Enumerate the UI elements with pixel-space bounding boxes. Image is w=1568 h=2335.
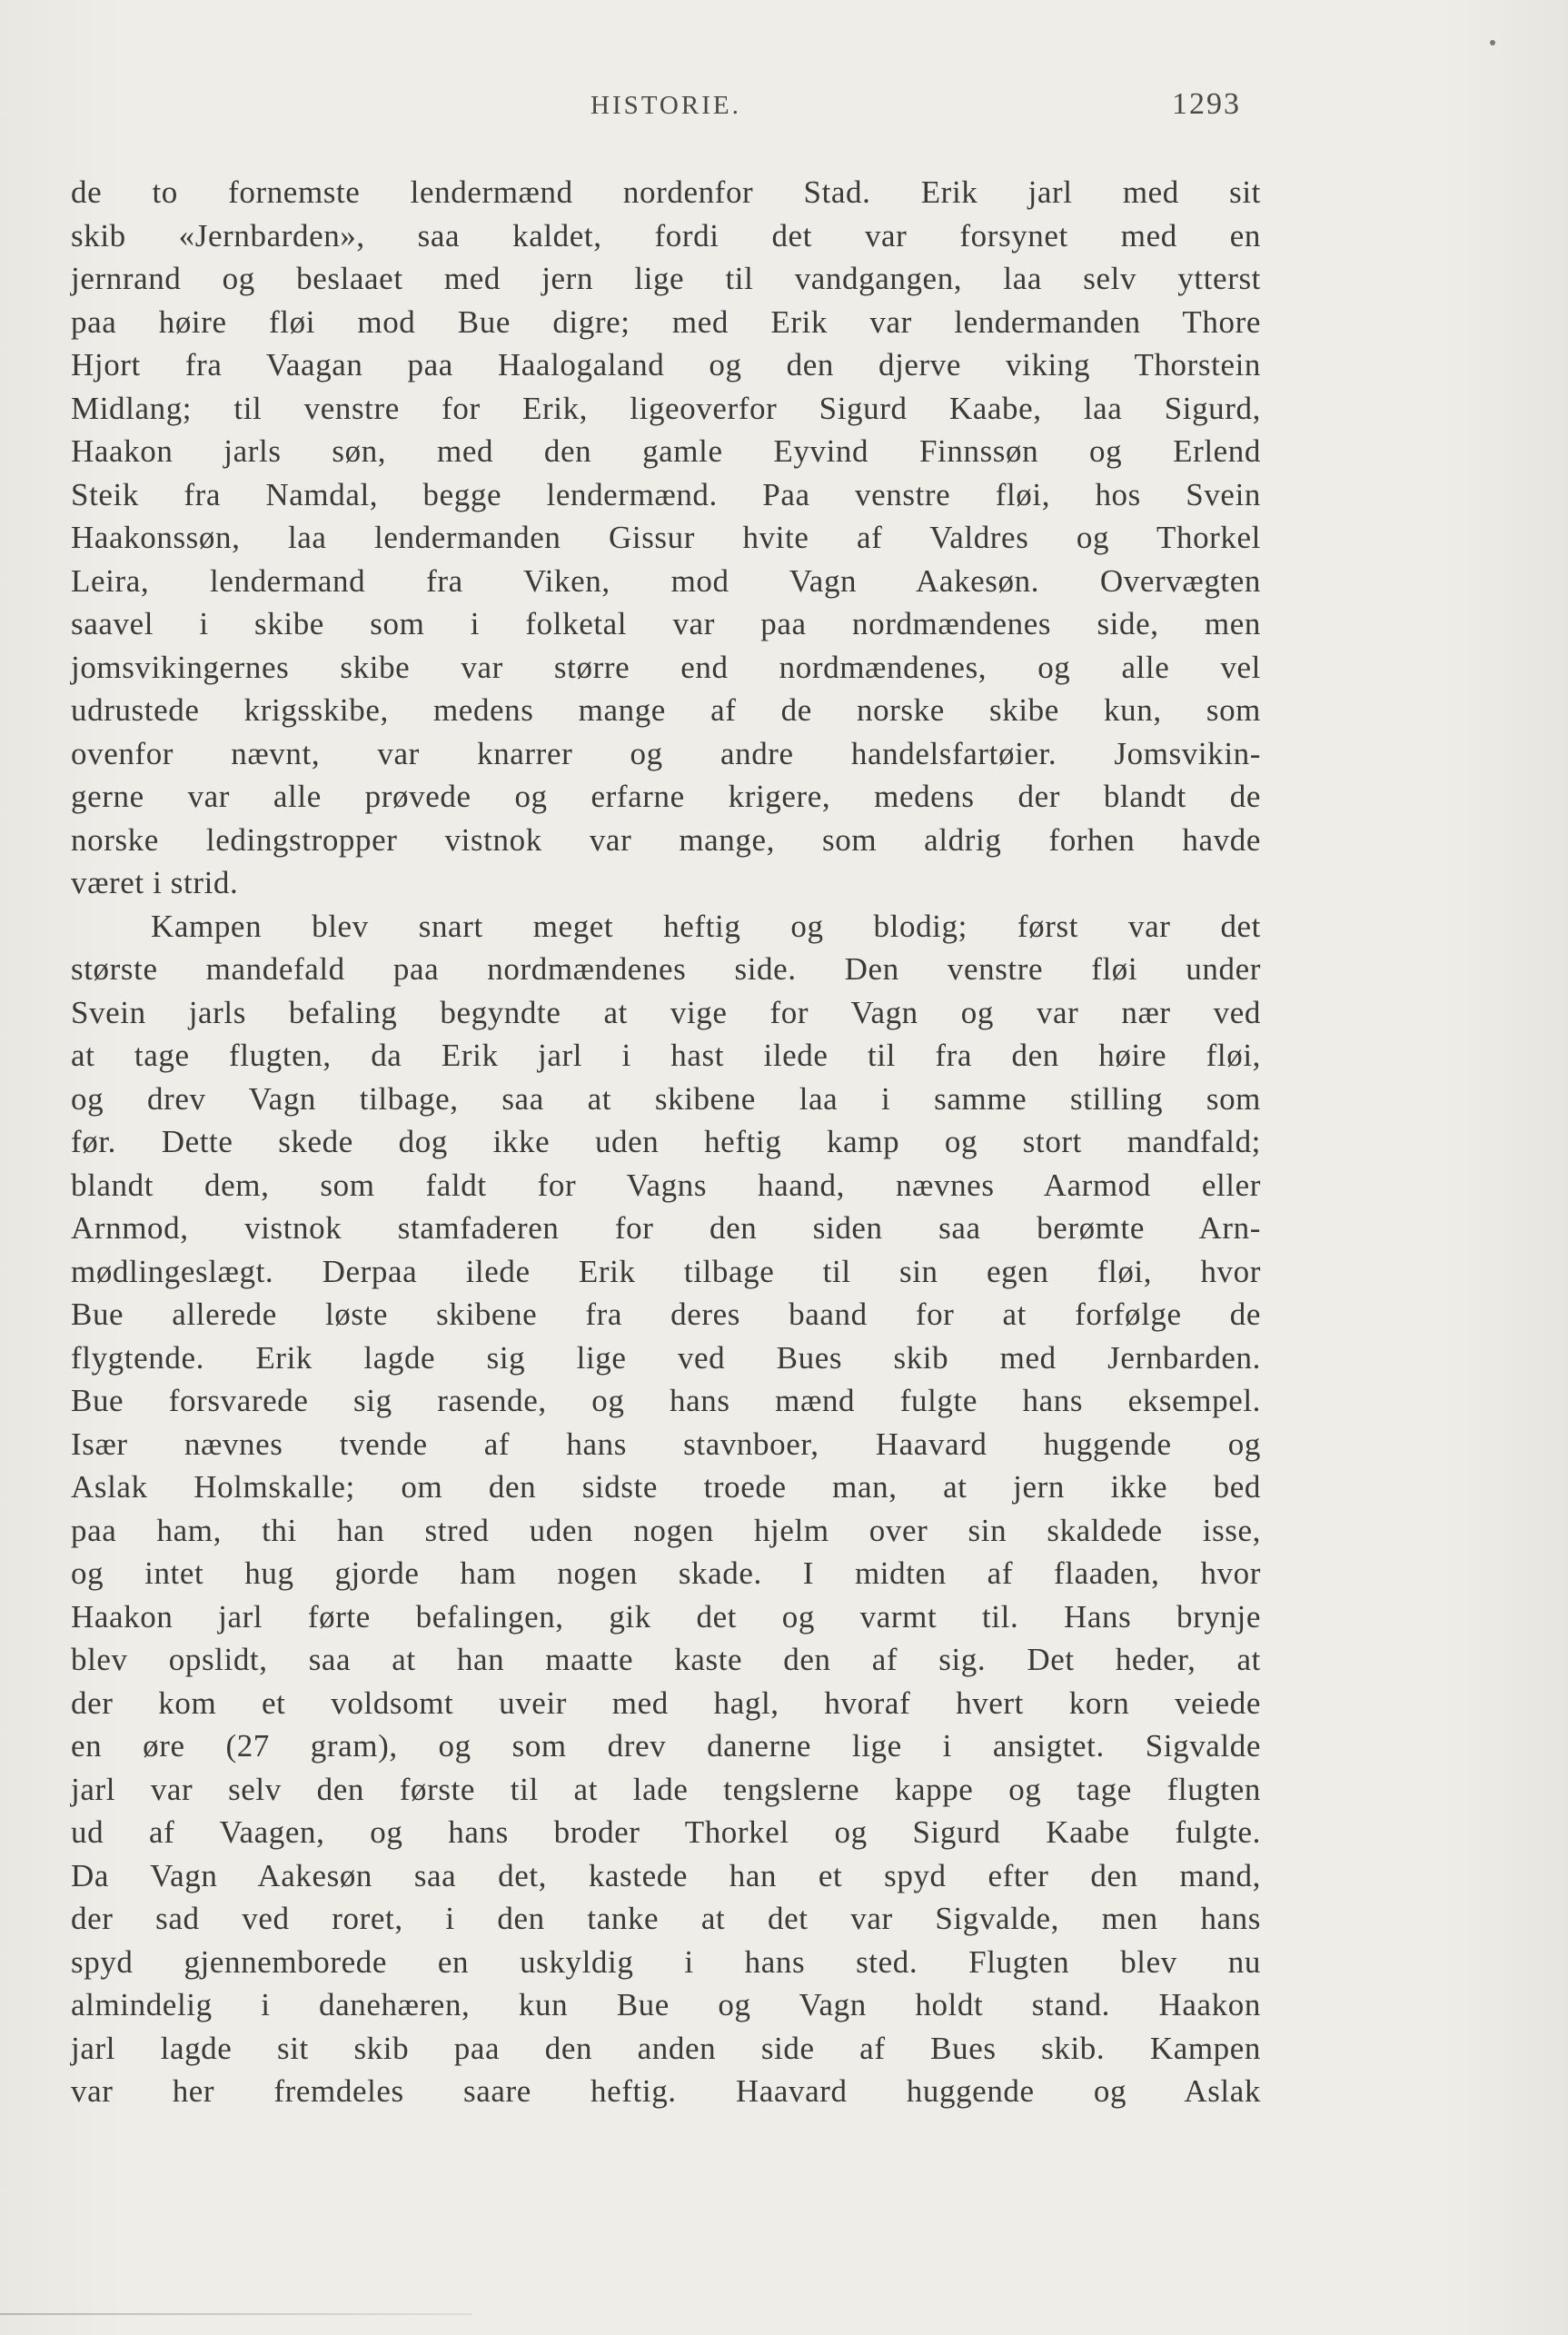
page-edge-mark xyxy=(0,2313,472,2315)
text-line: Aslak Holmskalle; om den sidste troede man, at jern ikke bed xyxy=(71,1469,1261,1505)
text-line: Haakonssøn, laa lendermanden Gissur hvite af Valdres og Thorkel xyxy=(71,520,1261,555)
text-line: blandt dem, som faldt for Vagns haand, nævnes Aarmod eller xyxy=(71,1167,1261,1203)
body-text xyxy=(71,171,1261,2113)
text-line: Hjort fra Vaagan paa Haalogaland og den djerve viking Thorstein xyxy=(71,347,1261,383)
text-line: Da Vagn Aakesøn saa det, kastede han et spyd efter den mand, xyxy=(71,1857,1261,1893)
text-line: før. Dette skede dog ikke uden heftig kamp og stort mandfald; xyxy=(71,1124,1261,1159)
text-line: at tage flugten, da Erik jarl i hast ilede til fra den høire fløi, xyxy=(71,1038,1261,1073)
text-line: jernrand og beslaaet med jern lige til vandgangen, laa selv ytterst xyxy=(71,261,1261,296)
text-line: Haakon jarls søn, med den gamle Eyvind Finnssøn og Erlend xyxy=(71,433,1261,469)
text-line: og drev Vagn tilbage, saa at skibene laa i samme stilling som xyxy=(71,1080,1261,1117)
text-line: der sad ved roret, i den tanke at det var Sigvalde, men hans xyxy=(71,1901,1261,1936)
page-number: 1293 xyxy=(1172,87,1241,121)
text-line: Haakon jarl førte befalingen, gik det og varmt til. Hans brynje xyxy=(71,1598,1261,1634)
text-line: en øre (27 gram), og som drev danerne lige i ansigtet. Sigvalde xyxy=(71,1728,1261,1764)
text-line: største mandefald paa nordmændenes side. Den venstre fløi under xyxy=(71,951,1261,987)
text-line: jomsvikingernes skibe var større end nordmændenes, og alle vel xyxy=(71,649,1261,685)
text-line: der kom et voldsomt uveir med hagl, hvoraf hvert korn veiede xyxy=(71,1684,1261,1721)
text-line: udrustede krigsskibe, medens mange af de norske skibe kun, som xyxy=(71,692,1261,728)
text-line: Midlang; til venstre for Erik, ligeoverfor Sigurd Kaabe, laa Sigurd, xyxy=(71,390,1261,426)
text-line: været i strid. xyxy=(71,865,239,900)
text-line: Bue allerede løste skibene fra deres baand for at forfølge de xyxy=(71,1297,1261,1332)
text-line: Leira, lendermand fra Viken, mod Vagn Aakesøn. Overvægten xyxy=(71,562,1261,599)
text-line: ud af Vaagen, og hans broder Thorkel og Sigurd Kaabe fulgte. xyxy=(71,1814,1261,1850)
text-line: Især nævnes tvende af hans stavnboer, Haavard huggende og xyxy=(71,1426,1261,1462)
text-line: norske ledingstropper vistnok var mange, som aldrig forhen havde xyxy=(71,821,1261,858)
text-line: Kampen blev snart meget heftig og blodig; først var det xyxy=(151,908,1261,944)
text-line: blev opslidt, saa at han maatte kaste den af sig. Det heder, at xyxy=(71,1642,1261,1677)
text-line: paa høire fløi mod Bue digre; med Erik var lendermanden Thore xyxy=(71,303,1261,340)
ink-speck xyxy=(1490,40,1495,45)
text-line: paa ham, thi han stred uden nogen hjelm over sin skaldede isse, xyxy=(71,1512,1261,1548)
text-line: almindelig i danehæren, kun Bue og Vagn holdt stand. Haakon xyxy=(71,1987,1261,2022)
text-line: Arnmod, vistnok stamfaderen for den siden saa berømte Arn- xyxy=(71,1210,1261,1246)
text-line: jarl var selv den første til at lade tengslerne kappe og tage flugten xyxy=(71,1771,1261,1807)
text-line: ovenfor nævnt, var knarrer og andre handelsfartøier. Jomsvikin- xyxy=(71,735,1261,771)
text-line: de to fornemste lendermænd nordenfor Stad. Erik jarl med sit xyxy=(71,174,1261,210)
text-line: Steik fra Namdal, begge lendermænd. Paa venstre fløi, hos Svein xyxy=(71,476,1261,512)
running-title: HISTORIE. xyxy=(590,91,741,120)
text-line: Svein jarls befaling begyndte at vige for Vagn og var nær ved xyxy=(71,994,1261,1030)
text-line: var her fremdeles saare heftig. Haavard huggende og Aslak xyxy=(71,2073,1261,2109)
paragraph-2 xyxy=(71,905,1261,2113)
text-line: jarl lagde sit skib paa den anden side af Bues skib. Kampen xyxy=(71,2030,1261,2066)
text-line: mødlingeslægt. Derpaa ilede Erik tilbage til sin egen fløi, hvor xyxy=(71,1253,1261,1289)
text-line: saavel i skibe som i folketal var paa nordmændenes side, men xyxy=(71,606,1261,641)
text-line: Bue forsvarede sig rasende, og hans mænd fulgte hans eksempel. xyxy=(71,1383,1261,1418)
paragraph-1 xyxy=(71,171,1261,905)
text-line: spyd gjennemborede en uskyldig i hans sted. Flugten blev nu xyxy=(71,1943,1261,1980)
text-line: flygtende. Erik lagde sig lige ved Bues skib med Jernbarden. xyxy=(71,1339,1261,1376)
text-line: gerne var alle prøvede og erfarne krigere, medens der blandt de xyxy=(71,779,1261,814)
text-line: skib «Jernbarden», saa kaldet, fordi det var forsynet med en xyxy=(71,217,1261,253)
text-line: og intet hug gjorde ham nogen skade. I midten af flaaden, hvor xyxy=(71,1555,1261,1591)
running-head xyxy=(0,87,1568,127)
